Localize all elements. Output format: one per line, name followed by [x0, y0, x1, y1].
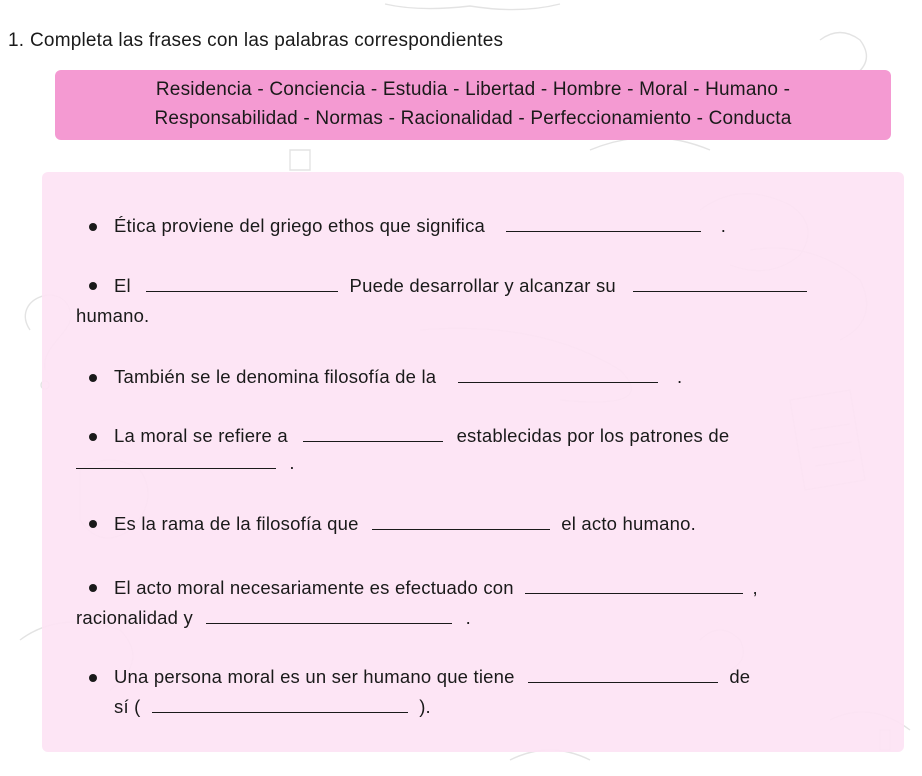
bullet-icon [89, 520, 97, 528]
bullet-icon [89, 282, 97, 290]
sentence-3-end: . [676, 366, 683, 387]
blank-11[interactable] [152, 696, 408, 713]
sentence-7-end: ). [419, 696, 431, 717]
bullet-icon [89, 433, 97, 441]
blank-7[interactable] [372, 513, 550, 530]
word-bank [55, 70, 891, 140]
sentence-2-start: El [114, 275, 131, 296]
sentence-3-text: También se le denomina filosofía de la [114, 366, 437, 387]
sentence-4-second-line [76, 452, 295, 474]
bullet-icon [89, 223, 97, 231]
sentence-5 [114, 513, 696, 535]
sentence-2-middle: Puede desarrollar y alcanzar su [349, 275, 616, 296]
word-bank-line-1: Residencia - Conciencia - Estudia - Libertad - Hombre - Moral - Humano - [155, 79, 791, 100]
exercise-instruction: Completa las frases con las palabras correspondientes [30, 30, 504, 51]
sentence-5-end: el acto humano. [561, 513, 696, 534]
sentence-6-end: . [465, 607, 471, 628]
sentence-4 [114, 425, 729, 447]
sentence-1 [114, 215, 726, 237]
bullet-icon [89, 674, 97, 682]
blank-5[interactable] [303, 425, 443, 442]
sentence-2-end: humano. [76, 305, 150, 326]
sentence-6-comma: , [752, 577, 758, 598]
blank-4[interactable] [458, 366, 658, 383]
sentence-7-continuation: sí ( [114, 696, 141, 717]
sentence-2 [114, 275, 807, 297]
sentence-4-start: La moral se refiere a [114, 425, 288, 446]
word-bank-line-2: Responsabilidad - Normas - Racionalidad - Perfeccionamiento - Conducta [154, 108, 792, 129]
sentence-1-end: . [720, 215, 727, 236]
sentence-7 [114, 666, 750, 688]
sentence-4-middle: establecidas por los patrones de [456, 425, 730, 446]
sentence-5-start: Es la rama de la filosofía que [114, 513, 359, 534]
sentence-7-middle: de [729, 666, 751, 687]
sentence-6-continuation: racionalidad y [76, 607, 193, 628]
sentence-6-second-line [76, 607, 471, 629]
blank-9[interactable] [206, 607, 452, 624]
blank-8[interactable] [525, 577, 743, 594]
sentence-3 [114, 366, 682, 388]
sentence-6-start: El acto moral necesariamente es efectuado con [114, 577, 514, 598]
blank-6[interactable] [76, 452, 276, 469]
sentence-7-second-line [114, 696, 431, 718]
sentence-7-start: Una persona moral es un ser humano que tiene [114, 666, 515, 687]
blank-3[interactable] [633, 275, 807, 292]
blank-2[interactable] [146, 275, 338, 292]
sentence-6 [114, 577, 758, 599]
blank-10[interactable] [528, 666, 718, 683]
bullet-icon [89, 584, 97, 592]
sentence-4-end: . [289, 452, 295, 473]
sentence-1-text: Ética proviene del griego ethos que significa [114, 215, 486, 236]
blank-1[interactable] [506, 215, 701, 232]
bullet-icon [89, 374, 97, 382]
exercise-number: 1. [8, 30, 25, 51]
